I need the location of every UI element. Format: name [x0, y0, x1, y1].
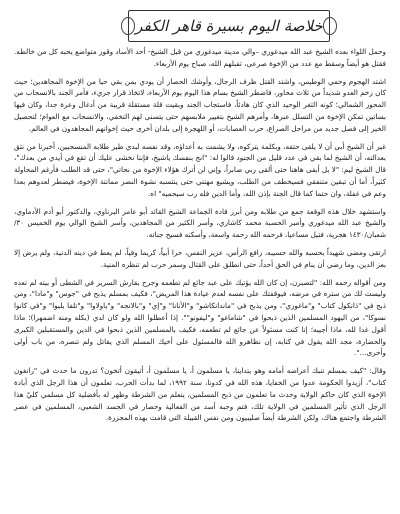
paragraph: وقال: "كيف بمسلم تنبك أعراضه أمامه وهو يتداينا، يا مسلمون أ، يا مسلمون أ، أتيقون أتخون؟ تدرون ما حدث في "زانغون كتاب"، أزيدوا الحكومة عدوا من الخفايا، هذه الله في كدونا، سنة ١٩٩٢، لما بدأت الحرب، تعلمون أن هذا الرجل الذي أبادة الإخوة الذي كان حاكم الولاية وحدث ما تعلمون من ذبح المسلمين، يتعلم من الشرطة وظهر له بأفضلية كل مسلمي كليّ هذا الرجل الذي تأثير المسلمين في الولاية تلك، فتم وجبه أسد من الفعالية وحصار في الجسد الشعبي، المسلمين في عصر الشرطة واجتمع هناك، ولكن الشرطة أيضاً صليبيون ومن نفس القبيلة التي قامت بهذه المجزرة.: [14, 366, 386, 423]
paragraph: وحمل اللواء بعده الشيخ عبد الله ميدغوري –والي مدينة ميدغوري من قبل الشيخ- أحد الأساد وقور متواضع يحبه كل من خالطه. فقتل هو أيضاً وسقط مع عدد من الإخوة صرعى، تقبلهم الله، صباح يوم الأربعاء.: [14, 47, 386, 68]
banner-title: خلاصة اليوم بسيرة قاهر الكفر: [135, 17, 323, 35]
paragraph: واستشهد خلال هذه الوقعة جمع من طلابه ومن أبرز قادة الجماعة الشيخ القائد أبو عامر البرناوي، والدكتور أبو أدم الأدماوي، والشيخ عبد الله ميدغوري وأمير الحسبة محمد كاشاري، وأسر الكثير من المجاهدين، وأسر الشيخ الوالي يوم الخميس ٣٠/شعبان/١٤٣٠ هجرية، فتيل مساعيا، فرحمه الله رحمة واسعة، وأسكنه فسيح جناته.: [14, 206, 386, 240]
title-banner: [128, 10, 330, 42]
article-body: [14, 46, 386, 430]
paragraph: ومن أقواله رحمه الله: "لتصبرن، إن كان الله يؤتيك على عبد جائع لم تطعمه وجرح بقارش السرير في الشطى أو بيته لم تعده وليست لك من ستره في مرضه، فيوقفتك على نفسه لعدم عيادة هذا المريض"، فكيف بمسلم يذبح في "جوس" و"مادا"، ومن ذبح في "ذانكول كتاب" و"ماغوري"، ومن يذبح في "ماندانكاشو" و"الأنانا" و"إي" و"بالانجه" و"ياولاوا" و"تلفا بليوا" و"في كانوا نسوكا"، من اليهود المسلمين الذين ذبحوا في "شاماغو" و"ليفونو"". إذا أعطلوا الله ولو كان لدي (بكله ومنه اضمهرا)؛ ماذا أقول غدا لله، ماذا أجيبه؛ إنا كنت مسئولاً عن جائع لم تطعمه، فكيف بالمسلمين الذين ذبحوا في الدين والمستقبلين الكبرى والحضارة، مجد الله يقول في كتابه، إن نظاهرو الله فالمسئول على أخيك المسلم الذي يقاتل ولم تنصره، من باب أولى وأحرى...".: [14, 277, 386, 358]
paragraph: اشتد الهجوم وحمي الوطيس، واشتد القتل ظرف الرجال، وأوشك الحصار أن يودي بمن بقي حيا من الإخوة المجاهدين؛ حيث كان زخم العدو شديداً من ثلاث محاور، فاضطر الشيخ بسام هذا اليوم يوم الأربعاء، لاتخاذ قرار جريء، فأمر الجند بالانسحاب من المحور الشمالي؛ كونه الثغر الوحيد الذي كان هادئاً، فاستجاب الجند وبقيت قلة مستقلة قريبة من أدغال وعرة جدا، وكان فيها بساتين تمكن الإخوة من التسلل عبرها، وأمرهم الشيخ بتغيير ملابسهم حتى يتسنى لهم التخفي، والانسحاب مع العوام؛ لتحصيل الخير إلى فصل جديد من مراحل الصراع، حرب العصابات، أو اللهجرة إلى بلدان أخرى حيث إخوانهم المجاهدون في العالم.: [14, 76, 386, 133]
paragraph: ارتقى ومضى شهيداً بحسبه والله حسيبه، رافع الرأس، عزيز النفس، حرا أبياً، كريما وفياً، لم يعط في دينه الدنية، ولم يرض إلا بعز الدين، وما رضي أن ينام في الحق أحداً، حتى انطلق على القتال وسمر حرب لم تنظره المنية.: [14, 247, 386, 269]
paragraph: غير أن الشيخ أبى أن لا يلقى حتفه، وبكلمة يتركوه، ولا يشمت به أعداؤه، وقد نفسه لبدي طير طلابه المنسحبين، أخبرنا من نثق بعدالته، أن الشيخ لما بقي في عدد قليل من الجنود قالوا له: "انج بنفسك ياشيخ، فإننا نخشى عليك أن تقع في أيدي من بعدك"، قال الشيخ ليم: "لا بل أبقى هاهنا حتى ألقى ربي صابراً، وإني لن أترك هؤلاء الإخوة من نحاتي"، حتى قد الطلب فأرغم المحاولة كثيراً، أما أن تبقين متنفقي فسيخطف من الطلب، ويشيع مهنتي حتى ينتسبه نشوة النصر ممانتة الإخوة، فيضطر لعدوهم بعدا وعم في غفلة، وان حتما كما قال الجنة بإذن الله، وأما الدين فله رب سيحميه" اه.: [14, 141, 386, 198]
